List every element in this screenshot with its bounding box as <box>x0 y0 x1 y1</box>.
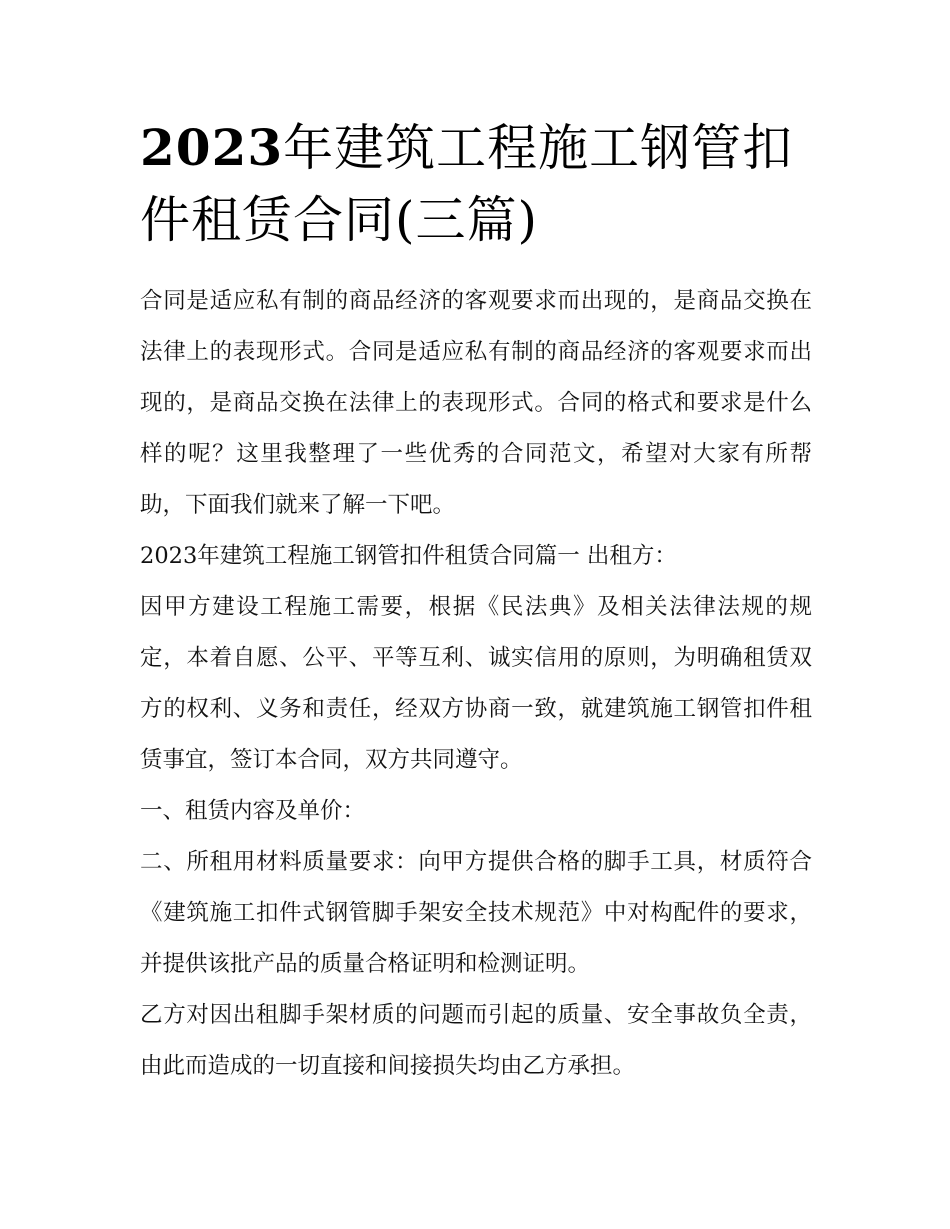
document-body <box>140 276 812 1092</box>
liability-paragraph: 乙方对因出租脚手架材质的问题而引起的质量、安全事故负全责，由此而造成的一切直接和间接损失均由乙方承担。 <box>140 1002 812 1079</box>
clause-two-paragraph: 二、所租用材料质量要求：向甲方提供合格的脚手工具，材质符合《建筑施工扣件式钢管脚手架安全技术规范》中对构配件的要求，并提供该批产品的质量合格证明和检测证明。 <box>140 849 812 977</box>
title-text: 年建筑工程施工钢管扣件租赁合同(三篇) <box>140 119 794 249</box>
document-title <box>140 112 820 256</box>
clause-one-paragraph: 一、租赁内容及单价： <box>140 798 366 824</box>
preamble-paragraph: 因甲方建设工程施工需要，根据《民法典》及相关法律法规的规定，本着自愿、公平、平等互利、诚实信用的原则，为明确租赁双方的权利、义务和责任，经双方协商一致，就建筑施工钢管扣件租赁事宜，签订本合同，双方共同遵守。 <box>140 594 812 773</box>
intro-paragraph: 合同是适应私有制的商品经济的客观要求而出现的，是商品交换在法律上的表现形式。合同是适应私有制的商品经济的客观要求而出现的，是商品交换在法律上的表现形式。合同的格式和要求是什么样的呢？这里我整理了一些优秀的合同范文，希望对大家有所帮助，下面我们就来了解一下吧。 <box>140 288 812 518</box>
title-year: 2023 <box>140 118 284 177</box>
contract-heading-paragraph: 2023年建筑工程施工钢管扣件租赁合同篇一 出租方： <box>140 543 677 569</box>
